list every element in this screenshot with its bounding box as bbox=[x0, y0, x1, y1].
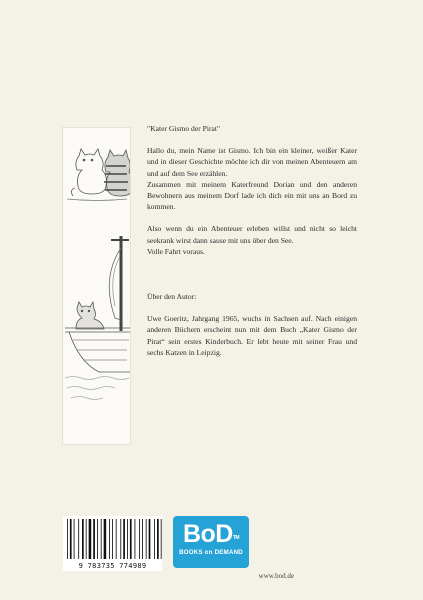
bod-logo bbox=[173, 516, 249, 568]
isbn-barcode bbox=[63, 516, 162, 571]
barcode-bar bbox=[82, 519, 84, 559]
barcode-bar bbox=[123, 519, 125, 559]
isbn-digits: 9 783735 774989 bbox=[78, 562, 147, 570]
bod-logo-mark: BoD bbox=[182, 520, 233, 548]
barcode-bar bbox=[116, 519, 117, 559]
barcode-bar bbox=[139, 519, 140, 559]
barcode-bar bbox=[86, 519, 87, 559]
barcode-bar bbox=[67, 519, 68, 559]
blurb-paragraph-1: Hallo du, mein Name ist Gismo. Ich bin ein kleiner, weißer Kater und in dieser Geschichte möchte ich dir von meinen Abenteuern am und auf dem See erzählen. bbox=[147, 146, 357, 178]
barcode-bar bbox=[93, 519, 95, 559]
cover-illustration-strip bbox=[62, 127, 131, 445]
barcode-bar bbox=[101, 519, 102, 559]
sail-sketch bbox=[109, 248, 121, 320]
barcode-bar bbox=[70, 519, 72, 559]
bod-logo-tm: TM bbox=[232, 535, 240, 541]
barcode-bar bbox=[104, 519, 107, 559]
barcode-bar bbox=[142, 519, 143, 559]
barcode-bar bbox=[127, 519, 128, 559]
barcode-bar bbox=[74, 519, 75, 559]
barcode-bar bbox=[78, 519, 79, 559]
barcode-bar bbox=[112, 519, 113, 559]
barcode-bar bbox=[161, 519, 162, 559]
blurb-paragraph-2: Zusammen mit meinem Katerfreund Dorian und den anderen Bewohnern aus meinem Dorf lade ich dich ein mit uns an Bord zu kommen. bbox=[147, 179, 357, 212]
blurb-paragraph-3: Also wenn du ein Abenteuer erleben willst und nicht so leicht seekrank wirst dann sause mit uns über den See. bbox=[147, 224, 357, 245]
barcode-bar bbox=[97, 519, 98, 559]
author-heading: Über den Autor: bbox=[147, 292, 197, 302]
barcode-bar bbox=[130, 519, 132, 559]
publisher-url: www.bod.de bbox=[258, 572, 294, 580]
barcode-bar bbox=[109, 519, 110, 559]
book-title-quote: "Kater Gismo der Pirat" bbox=[147, 124, 221, 133]
blurb-paragraph-4: Volle Fahrt voraus. bbox=[147, 246, 205, 256]
striped-cat-sketch bbox=[105, 150, 130, 196]
bod-logo-subtitle: BOOKS on DEMAND bbox=[179, 549, 243, 556]
barcode-bar bbox=[89, 519, 92, 559]
barcode-bar bbox=[149, 519, 151, 559]
water-sketch bbox=[65, 377, 129, 400]
back-cover-text bbox=[147, 123, 357, 358]
cats-boat-sketch bbox=[63, 128, 130, 444]
barcode-bar bbox=[146, 519, 147, 559]
author-bio: Uwe Goeritz, Jahrgang 1965, wuchs in Sachsen auf. Nach einigen anderen Büchern erscheint nun mit dem Buch „Kater Gismo der Pirat“ sein erstes Kinderbuch. Er lebt heute mit seiner Frau und sechs Katzen in Leipzig. bbox=[147, 314, 357, 357]
boat-cat-sketch bbox=[76, 302, 104, 329]
barcode-bar bbox=[135, 519, 136, 559]
white-cat-sketch bbox=[76, 149, 107, 194]
barcode-bar bbox=[120, 519, 121, 559]
barcode-bar bbox=[154, 519, 155, 559]
barcode-bars bbox=[63, 516, 162, 562]
barcode-bar bbox=[157, 519, 159, 559]
